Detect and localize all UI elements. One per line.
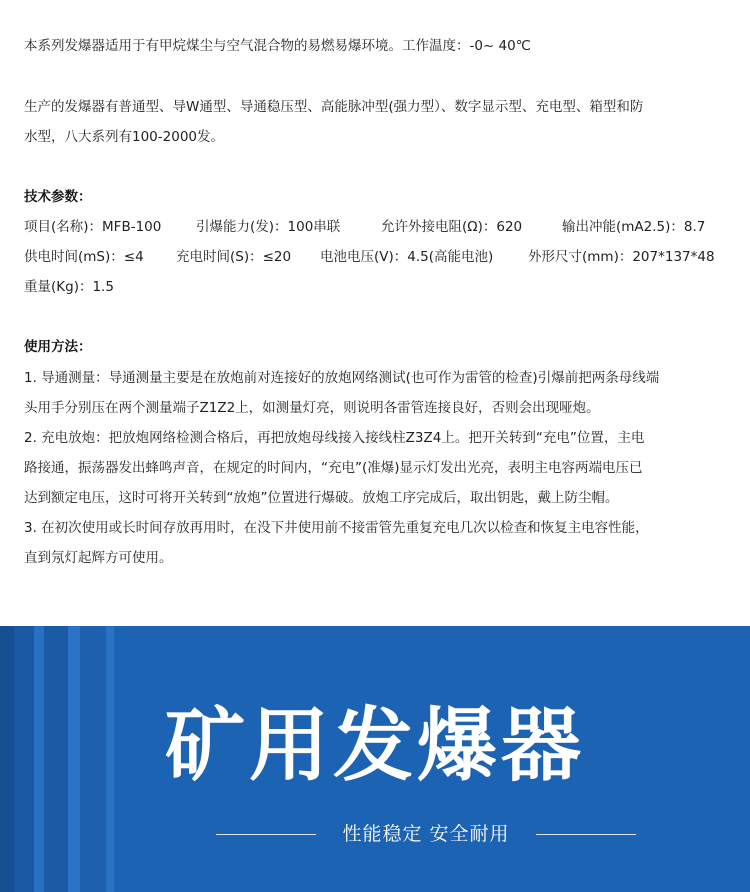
- specs-row-2: [24, 247, 734, 267]
- spec-battery-voltage: 电池电压(V)：4.5(高能电池): [320, 249, 494, 265]
- usage-line: 路接通，振荡器发出蜂鸣声音，在规定的时间内，“充电”(准爆)显示灯发出光亮，表明主电容两端电压已: [24, 460, 643, 476]
- divider-left: [216, 834, 316, 835]
- spec-output-impulse: 输出冲能(mA2.5)：8.7: [562, 219, 706, 235]
- spec-item-name: 项目(名称)：MFB-100: [24, 219, 162, 235]
- divider-right: [536, 834, 636, 835]
- spec-charge-time: 充电时间(S)：≤20: [176, 249, 292, 265]
- specs-row-1: [24, 217, 734, 237]
- spec-detonation-capacity: 引爆能力(发)：100串联: [196, 219, 341, 235]
- banner-title: 矿用发爆器: [165, 699, 585, 792]
- specs-row-3: [24, 277, 734, 297]
- specs-heading: 技术参数：: [24, 189, 92, 205]
- spec-dimensions: 外形尺寸(mm)：207*137*48: [528, 249, 715, 265]
- intro-line-1: 本系列发爆器适用于有甲烷煤尘与空气混合物的易燃易爆环境。工作温度：-0~ 40℃: [24, 38, 531, 54]
- spec-supply-time: 供电时间(mS)：≤4: [24, 249, 144, 265]
- usage-line: 达到额定电压，这时可将开关转到“放炮”位置进行爆破。放炮工序完成后，取出钥匙，戴上防尘帽。: [24, 490, 619, 506]
- usage-line: 3. 在初次使用或长时间存放再用时，在没下井使用前不接雷管先重复充电几次以检查和恢复主电容性能，: [24, 520, 649, 536]
- product-banner: [0, 626, 750, 892]
- usage-line: 直到氖灯起辉方可使用。: [24, 550, 173, 566]
- usage-line: 2. 充电放炮：把放炮网络检测合格后，再把放炮母线接入接线柱Z3Z4上。把开关转到“充电”位置，主电: [24, 430, 645, 446]
- intro-line-2a: 生产的发爆器有普通型、导W通型、导通稳压型、高能脉冲型(强力型）、数字显示型、充电型、箱型和防: [24, 99, 644, 115]
- usage-line: 1. 导通测量：导通测量主要是在放炮前对连接好的放炮网络测试(也可作为雷管的检查)引爆前把两条母线端: [24, 370, 660, 386]
- spec-weight: 重量(Kg)：1.5: [24, 279, 114, 295]
- spec-external-resistance: 允许外接电阻(Ω)：620: [381, 219, 523, 235]
- usage-line: 头用手分别压在两个测量端子Z1Z2上，如测量灯亮，则说明各雷管连接良好，否则会出现哑炮。: [24, 400, 600, 416]
- banner-subtitle: 性能稳定 安全耐用: [342, 823, 510, 845]
- intro-line-2b: 水型，八大系列有100-2000发。: [24, 129, 224, 145]
- usage-heading: 使用方法：: [24, 339, 92, 355]
